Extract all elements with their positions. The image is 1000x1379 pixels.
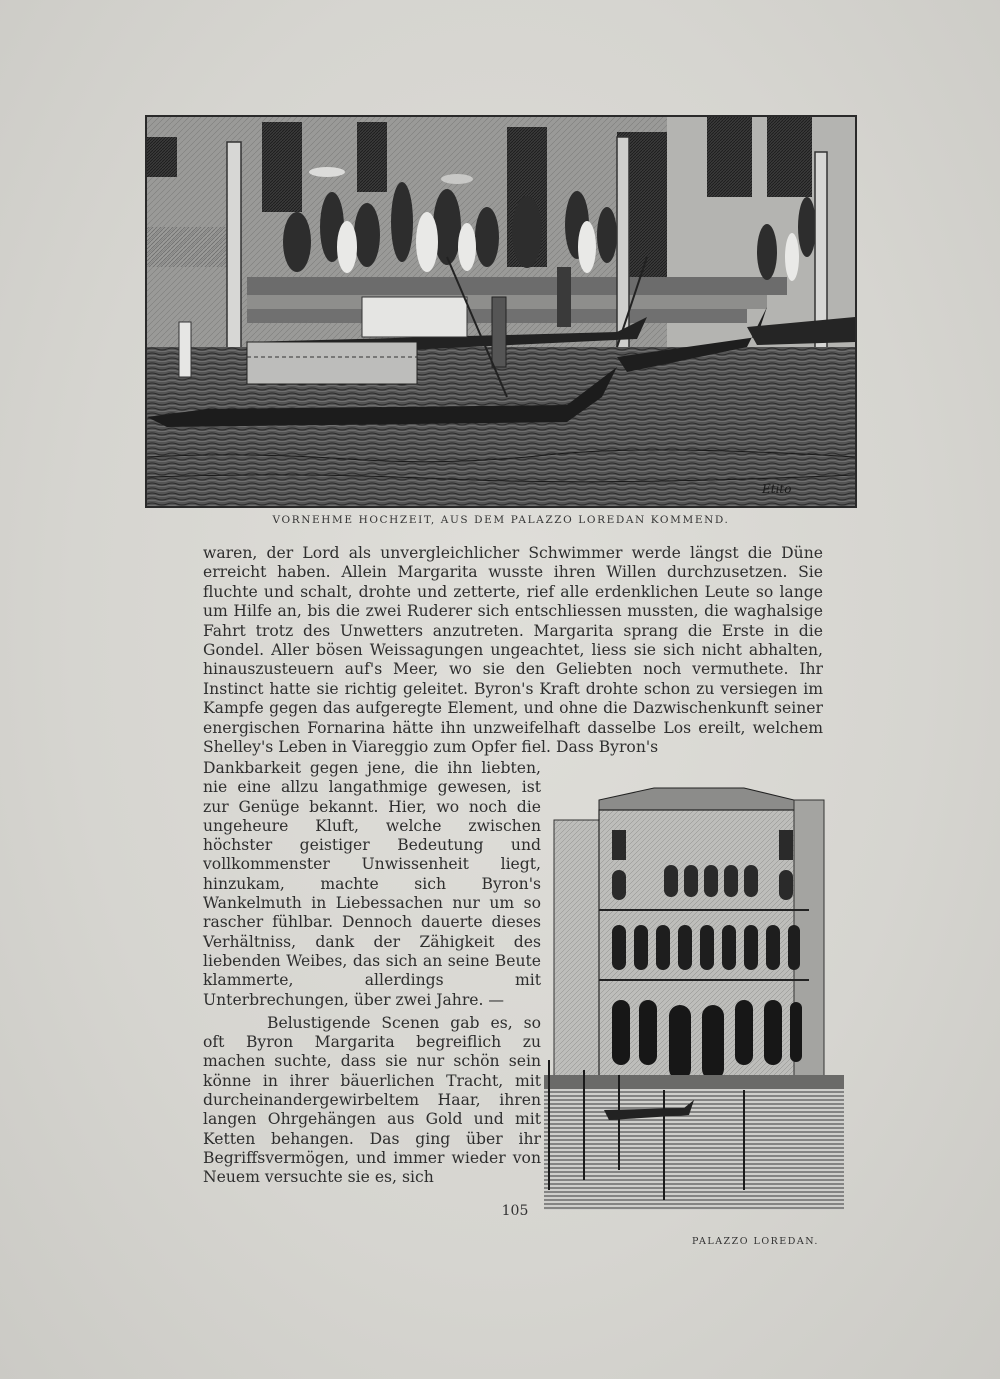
wedding-engraving [145, 115, 857, 508]
top-figure-caption: VORNEHME HOCHZEIT, AUS DEM PALAZZO LOREDAN KOMMEND. [272, 514, 730, 526]
body-text-full-width [203, 544, 823, 757]
paragraph: Belustigende Scenen gab es, so oft Byron Margarita begreiflich zu machen suchte, dass sie nur schön sein könne in ihrer bäuerlichen Tracht, mit durcheinandergewirbeltem Haar, ihren langen Ohrgehängen aus Gold und mit Ketten behangen. Das ging über ihr Begriffsvermögen, und immer wieder von Neuem versuchte sie es, sich [203, 1013, 541, 1187]
palazzo-loredan-illustration [544, 770, 844, 1210]
body-text-column [203, 759, 541, 1188]
artist-signature: Etito [762, 482, 792, 496]
paragraph: waren, der Lord als unvergleichlicher Schwimmer werde längst die Düne erreicht haben. Allein Margarita wusste ihren Willen durchzusetzen. Sie fluchte und schalt, drohte und zetterte, rief alle erdenklichen Leute so lange um Hilfe an, bis die zwei Ruderer sich entschliessen mussten, die waghalsige Fahrt trotz des Unwetters anzutreten. Margarita sprang die Erste in die Gondel. Aller bösen Weissagungen ungeachtet, liess sie sich nicht abhalten, hinauszusteuern auf's Meer, wo sie den Geliebten noch vermuthete. Ihr Instinct hatte sie richtig geleitet. Byron's Kraft drohte schon zu versiegen im Kampfe gegen das aufgeregte Element, und ohne die Dazwischenkunft seiner energischen Fornarina hätte ihn unzweifelhaft dasselbe Los ereilt, welchem Shelley's Leben in Viareggio zum Opfer fiel. Dass Byron's [203, 544, 823, 757]
paragraph: Dankbarkeit gegen jene, die ihn liebten, nie eine allzu langathmige gewesen, ist zur Genüge bekannt. Hier, wo noch die ungeheure Kluft, welche zwischen höchster geistiger Bedeutung und vollkommenster Unwissenheit liegt, hinzukam, machte sich Byron's Wankelmuth in Liebessachen nur um so rascher fühlbar. Dennoch dauerte dieses Verhältniss, dank der Zähigkeit des liebenden Weibes, das sich an seine Beute klammerte, allerdings mit Unterbrechungen, über zwei Jahre. — [203, 759, 541, 1009]
page-number: 105 [501, 1203, 529, 1219]
right-figure-caption: PALAZZO LOREDAN. [692, 1236, 819, 1247]
